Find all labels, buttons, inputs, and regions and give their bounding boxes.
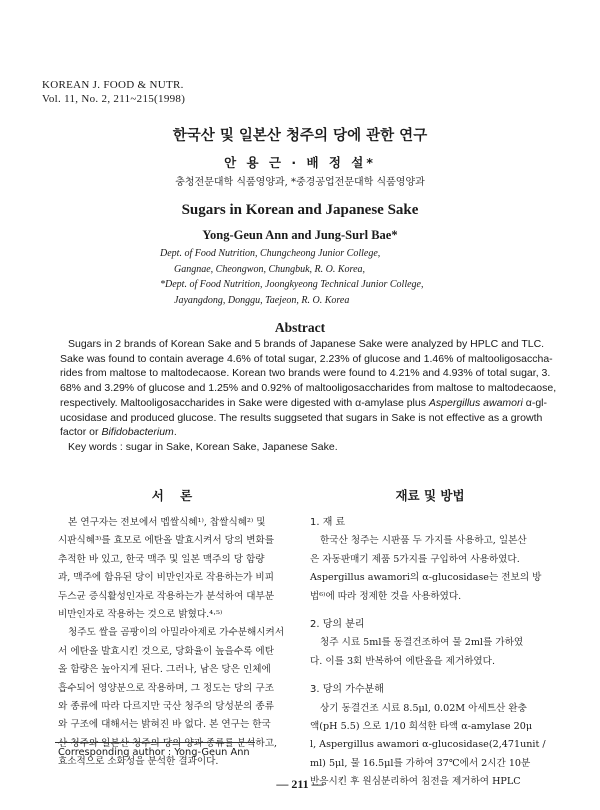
methods-line: ml) 5μl, 물 16.5μl를 가하여 37℃에서 2시간 10분 — [310, 757, 531, 769]
intro-line: 효소적으로 소화성을 분석한 결과이다. — [58, 756, 219, 768]
abstract-species: Aspergillus awamori — [428, 396, 523, 409]
abstract-text: factor or — [60, 426, 102, 439]
intro-line: 산 청주와 일본산 청주의 당의 양과 종류를 분석하고, — [58, 737, 278, 749]
abstract-line: ucosidase and produced glucose. The results suggseted that sugars in Sake is not effective as a growth — [60, 411, 543, 424]
methods-line: 청주 시료 5ml를 동결건조하여 물 2ml를 가하였 — [320, 637, 524, 649]
affiliation-line: Gangnae, Cheongwon, Chungbuk, R. O. Korea, — [174, 263, 366, 275]
abstract-text: . — [173, 426, 177, 439]
abstract-body — [60, 337, 560, 455]
methods-line: 반응시킨 후 원심분리하여 침전을 제거하여 HPLC — [310, 776, 521, 788]
subsection-title: 3. 당의 가수분해 — [310, 684, 384, 696]
journal-volume: Vol. 11, No. 2, 211~215(1998) — [42, 93, 186, 105]
abstract-line: Sugars in 2 brands of Korean Sake and 5 brands of Japanese Sake were analyzed by HPLC and TLC. — [68, 338, 545, 350]
journal-header — [42, 78, 185, 106]
intro-line: 비만인자로 작용하는 것으로 밝혔다.⁴·⁵⁾ — [58, 609, 223, 621]
intro-line: 과, 맥주에 함유된 당이 비만인자로 작용하는가 비피 — [58, 572, 274, 584]
korean-affiliation: 충청전문대학 식품영양과, *중경공업전문대학 식품영양과 — [175, 177, 425, 188]
methods-line: l, Aspergillus awamori α-glucosidase(2,471unit / — [310, 739, 546, 751]
intro-line: 두스균 증식활성인자로 작용하는가 분석하여 대부분 — [58, 590, 275, 602]
abstract-line: 68% and 3.29% of glucose and 1.25% and 0.92% of maltooligosaccharides from maltose to maltodecaose, — [60, 382, 557, 395]
affiliation-line: Dept. of Food Nutrition, Chungcheong Junior College, — [160, 248, 381, 259]
intro-line: 와 종류에 따라 다르지만 국산 청주의 당성분의 종류 — [58, 701, 274, 713]
intro-line: 청주도 쌀을 곰팡이의 아밀라아제로 가수분해시켜서 — [68, 627, 285, 639]
abstract-text: α-gl- — [522, 396, 547, 409]
subsection-title: 1. 재 료 — [310, 517, 346, 528]
page-number: — 211 — — [276, 777, 324, 791]
corresponding-author-footnote: Corresponding author : Yong-Geun Ann — [58, 747, 250, 758]
intro-line: 본 연구자는 전보에서 멥쌀식혜¹⁾, 찹쌀식혜²⁾ 및 — [68, 517, 266, 528]
abstract-line — [60, 396, 560, 411]
intro-line: 시판식혜³⁾를 효모로 에탄올 발효시켜서 당의 변화를 — [58, 535, 275, 547]
intro-heading: 서 론 — [151, 488, 199, 503]
intro-line: 서 에탄올 발효시킨 것으로, 당화율이 높을수록 에탄 — [58, 645, 274, 657]
affiliation-line: Jayangdong, Donggu, Taejeon, R. O. Korea — [174, 294, 350, 306]
methods-line: 은 자동판매기 제품 5가지를 구입하여 사용하였다. — [310, 553, 520, 565]
affiliation-line: *Dept. of Food Nutrition, Joongkyeong Technical Junior College, — [160, 279, 424, 290]
intro-line: 추적한 바 있고, 한국 맥주 및 일본 맥주의 당 함량 — [58, 553, 265, 565]
intro-line: 올 함량은 높아지게 된다. 그러나, 남은 당은 인체에 — [58, 664, 271, 676]
methods-line: 한국산 청주는 시판품 두 가지를 사용하고, 일본산 — [320, 535, 527, 547]
methods-line: Aspergillus awamori의 α-glucosidase는 전보의 방 — [310, 572, 542, 584]
methods-line: 액(pH 5.5) 으로 1/10 희석한 타액 α-amylase 20μ — [310, 721, 533, 733]
korean-title: 한국산 및 일본산 청주의 당에 관한 연구 — [172, 128, 428, 144]
intro-column — [58, 514, 293, 772]
intro-line: 흡수되어 영양분으로 작용하며, 그 정도는 당의 구조 — [58, 682, 274, 694]
abstract-genus: Bifidobacterium — [101, 426, 174, 439]
english-authors: Yong-Geun Ann and Jung-Surl Bae* — [202, 228, 398, 242]
english-affiliation — [160, 246, 450, 308]
abstract-heading: Abstract — [274, 320, 326, 335]
abstract-line: Sake was found to contain average 4.6% of total sugar, 2.23% of glucose and 1.46% of maltooligosaccha- — [60, 352, 553, 365]
subsection-title: 2. 당의 분리 — [310, 619, 365, 631]
korean-authors: 안 용 근 · 배 정 설* — [224, 155, 376, 170]
journal-name: KOREAN J. FOOD & NUTR. — [42, 79, 184, 91]
methods-line: 법⁶⁾에 따라 정제한 것을 사용하였다. — [310, 590, 462, 602]
abstract-line — [60, 425, 560, 440]
abstract-line: rides from maltose to maltodecaose. Korean two brands were found to 4.21% and 4.93% of total sugar, 3. — [60, 367, 551, 380]
intro-line: 와 구조에 대해서는 밝혀진 바 없다. 본 연구는 한국 — [58, 719, 271, 731]
methods-line: 다. 이를 3회 반복하여 에탄올을 제거하였다. — [310, 655, 495, 667]
methods-heading: 재료 및 방법 — [395, 488, 465, 503]
abstract-text: respectively. Maltooligosaccharides in Sake were digested with α-amylase plus — [60, 396, 429, 409]
methods-column — [310, 514, 550, 792]
english-title: Sugars in Korean and Japanese Sake — [181, 202, 419, 218]
footnote-divider — [55, 742, 255, 743]
abstract-keywords: Key words : sugar in Sake, Korean Sake, Japanese Sake. — [68, 440, 338, 453]
methods-line: 상기 동결건조 시료 8.5μl, 0.02M 아세트산 완충 — [320, 702, 527, 714]
